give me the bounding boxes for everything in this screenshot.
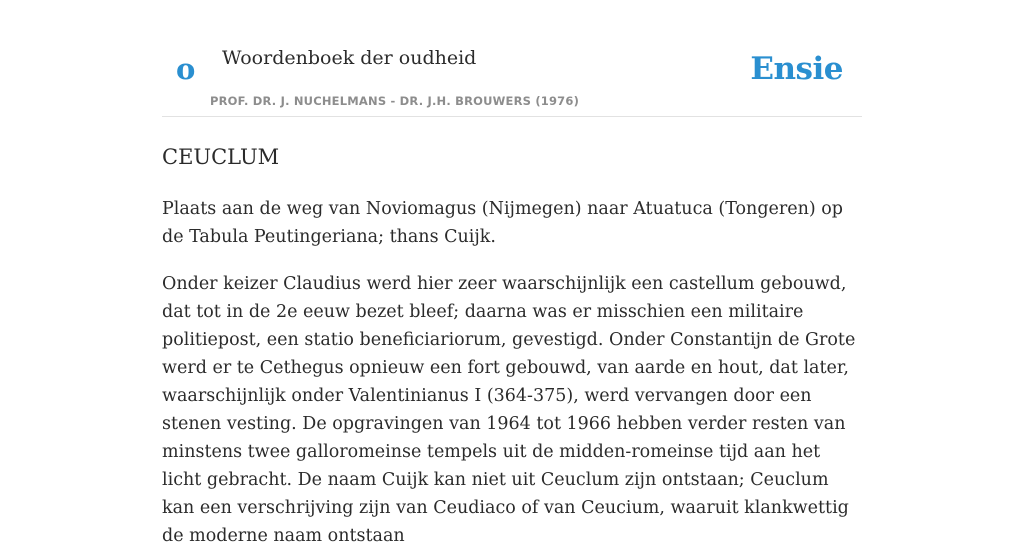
book-authors: PROF. DR. J. NUCHELMANS - DR. J.H. BROUWERS (1976): [210, 94, 580, 108]
brand-logo[interactable]: Ensie: [750, 51, 843, 87]
book-header: [162, 0, 862, 117]
article-page: [162, 0, 862, 550]
book-title[interactable]: Woordenboek der oudheid: [222, 47, 477, 69]
entry-paragraph: Onder keizer Claudius werd hier zeer waarschijnlijk een castellum gebouwd, dat tot in de 2e eeuw bezet bleef; daarna was er misschien een militaire politiepost, een statio beneficiariorum, gevestigd. Onder Constantijn de Grote werd er te Cethegus opnieuw een fort gebouwd, van aarde en hout, dat later, waarschijnlijk onder Valentinianus I (364-375), werd vervangen door een stenen vesting. De opgravingen van 1964 tot 1966 hebben verder resten van minstens twee galloromeinse tempels uit de midden-romeinse tijd aan het licht gebracht. De naam Cuijk kan niet uit Ceuclum zijn ontstaan; Ceuclum kan een verschrijving zijn van Ceudiaco of van Ceucium, waaruit klankwettig de moderne naam ontstaan: [162, 274, 856, 546]
entry-paragraph: Plaats aan de weg van Noviomagus (Nijmegen) naar Atuatuca (Tongeren) op de Tabula Peutingeriana; thans Cuijk.: [162, 199, 843, 247]
entry-title: CEUCLUM: [162, 145, 280, 169]
index-letter[interactable]: o: [176, 52, 196, 86]
